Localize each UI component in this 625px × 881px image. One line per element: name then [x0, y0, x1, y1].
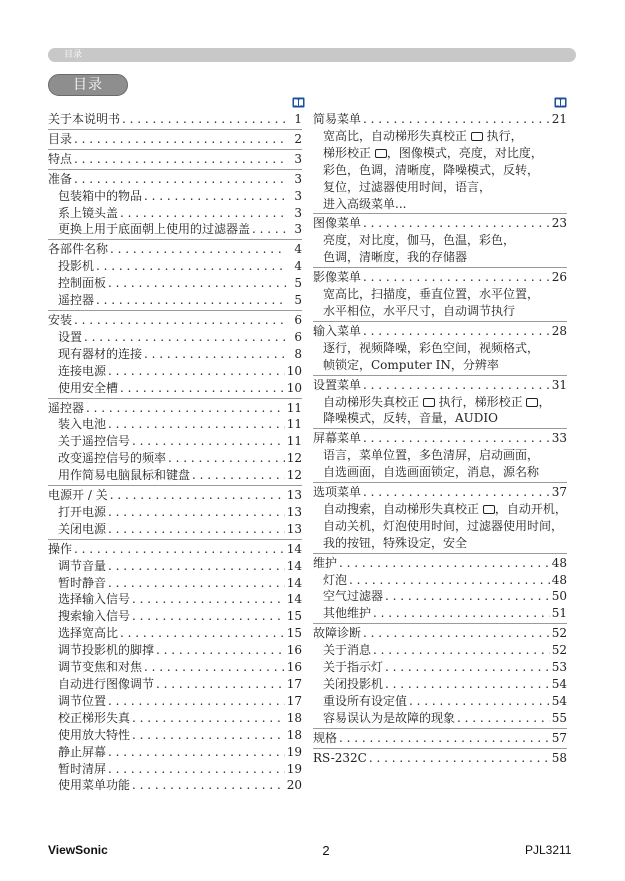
section-divider [313, 375, 567, 376]
dot-leader [363, 430, 550, 447]
footer-page-number: 2 [322, 843, 330, 858]
toc-entry-title: 安装 [48, 312, 73, 327]
toc-page-number: 10 [286, 380, 302, 395]
toc-page-number: 31 [551, 377, 567, 392]
toc-page-number: 13 [286, 488, 302, 503]
toc-page-number: 16 [286, 660, 302, 675]
toc-subentry[interactable] [313, 676, 567, 693]
toc-entry-title: 设置 [58, 329, 83, 344]
toc-entry[interactable] [48, 151, 302, 168]
menu-description-line: 我的按钮，特殊设定，安全 [323, 535, 468, 550]
keystone-icon [423, 398, 435, 407]
toc-subentry[interactable] [48, 642, 302, 659]
dot-leader [363, 625, 550, 642]
dot-leader [108, 575, 285, 592]
menu-description-line: 语言，菜单位置，多色清屏，启动画面， [323, 448, 540, 463]
toc-subentry[interactable] [48, 258, 302, 275]
dot-leader [373, 642, 550, 659]
dot-leader [385, 659, 550, 676]
dot-leader [349, 572, 550, 589]
dot-leader [120, 380, 285, 397]
toc-subentry[interactable] [313, 710, 567, 727]
menu-description-line: 自动关机，灯泡使用时间，过滤器使用时间， [323, 518, 564, 533]
toc-page-number: 4 [294, 259, 302, 274]
toc-subentry[interactable] [48, 608, 302, 625]
toc-page-number: 28 [551, 323, 567, 338]
toc-subentry[interactable] [48, 575, 302, 592]
dot-leader [339, 730, 550, 747]
toc-page-number: 55 [551, 710, 567, 725]
menu-description-line: 水平相位，水平尺寸，自动调节执行 [323, 303, 516, 318]
dot-leader [144, 346, 286, 363]
menu-description-line: 复位，过滤器使用时间，语言， [323, 179, 492, 194]
toc-subentry[interactable] [48, 761, 302, 778]
dot-leader [122, 111, 286, 128]
dot-leader [363, 377, 550, 394]
dot-leader [110, 241, 286, 258]
toc-page-number: 11 [286, 417, 302, 432]
toc-entry-title: 使用菜单功能 [58, 778, 131, 793]
section-divider [313, 428, 567, 429]
toc-page-number: 57 [551, 730, 567, 745]
menu-description-line: 宽高比，扫描度，垂直位置，水平位置， [323, 287, 540, 302]
toc-entry-title: 关于消息 [323, 643, 372, 658]
dot-leader [132, 433, 285, 450]
section-divider [313, 748, 567, 749]
section-divider [48, 485, 302, 486]
toc-page-number: 13 [286, 504, 302, 519]
toc-entry[interactable] [48, 171, 302, 188]
toc-page-number: 48 [551, 572, 567, 587]
toc-page-number: 51 [551, 606, 567, 621]
dot-leader [108, 275, 286, 292]
toc-subentry[interactable] [48, 188, 302, 205]
keystone-icon [483, 505, 495, 514]
dot-leader [385, 588, 550, 605]
section-divider [313, 553, 567, 554]
toc-entry[interactable] [48, 487, 302, 504]
toc-page-number: 12 [286, 468, 302, 483]
toc-subentry[interactable] [48, 521, 302, 538]
toc-entry-title: 控制面板 [58, 276, 107, 291]
menu-description-line: 降噪模式，反转，音量，AUDIO [323, 411, 498, 426]
toc-entry-title: 各部件名称 [48, 242, 109, 257]
toc-page-number: 48 [551, 555, 567, 570]
toc-entry-title: 关闭电源 [58, 521, 107, 536]
toc-page-number: 16 [286, 643, 302, 658]
toc-entry-title: 关于指示灯 [323, 660, 384, 675]
toc-entry[interactable] [313, 430, 567, 447]
menu-description-line: 亮度，对比度，伽马，色温，彩色， [323, 233, 516, 248]
toc-subentry[interactable] [48, 380, 302, 397]
dot-leader [74, 171, 286, 188]
dot-leader [108, 761, 285, 778]
section-divider [313, 267, 567, 268]
section-divider [313, 482, 567, 483]
dot-leader [120, 625, 285, 642]
toc-page-number: 26 [551, 270, 567, 285]
toc-subentry[interactable] [48, 676, 302, 693]
toc-page-number: 3 [294, 222, 302, 237]
toc-page-number: 3 [294, 188, 302, 203]
dot-leader [108, 744, 285, 761]
toc-page-number: 11 [286, 434, 302, 449]
toc-entry[interactable] [313, 323, 567, 340]
toc-page-number: 18 [286, 727, 302, 742]
section-divider [313, 728, 567, 729]
toc-subentry[interactable] [48, 292, 302, 309]
toc-entry-title: 暂时静音 [58, 575, 107, 590]
dot-leader [108, 416, 285, 433]
toc-page-number: 17 [286, 677, 302, 691]
toc-subentry[interactable] [48, 659, 302, 676]
toc-subentry[interactable] [48, 625, 302, 642]
toc-entry-title: 现有器材的连接 [58, 346, 143, 361]
toc-subentry[interactable] [313, 572, 567, 589]
toc-entry-title: 包装箱中的物品 [58, 188, 143, 203]
toc-entry-title: 装入电池 [58, 417, 107, 432]
toc-entry-title: 调节音量 [58, 558, 107, 573]
toc-entry-title: RS-232C [313, 750, 367, 765]
dot-leader [74, 312, 286, 329]
menu-description-line: 色调，清晰度，我的存储器 [323, 250, 468, 265]
toc-entry-title: 维护 [313, 555, 338, 570]
dot-leader [84, 329, 286, 346]
toc-entry-title: 其他维护 [323, 606, 372, 621]
toc-page-number: 54 [551, 693, 567, 708]
toc-entry-title: 调节变焦和对焦 [58, 660, 143, 675]
toc-page-number: 14 [286, 592, 302, 607]
toc-page-number: 8 [294, 346, 302, 361]
dot-leader [457, 710, 550, 727]
dot-leader [369, 750, 550, 767]
toc-page-number: 4 [294, 242, 302, 257]
toc-entry[interactable] [313, 625, 567, 642]
toc-page-number: 53 [551, 660, 567, 675]
toc-entry-title: 准备 [48, 171, 73, 186]
toc-entry[interactable] [48, 131, 302, 148]
toc-subentry[interactable] [48, 558, 302, 575]
section-title-pill [48, 74, 128, 96]
toc-page-number: 50 [551, 589, 567, 604]
toc-page-number: 15 [286, 609, 302, 624]
section-divider [48, 169, 302, 170]
dot-leader [108, 558, 285, 575]
dot-leader [144, 188, 286, 205]
dot-leader [363, 215, 550, 232]
toc-subentry[interactable] [48, 221, 302, 238]
section-divider [48, 129, 302, 130]
toc-page-number: 6 [294, 329, 302, 344]
page-title: 目录 [73, 77, 103, 93]
section-divider [313, 321, 567, 322]
toc-entry-title: 目录 [48, 131, 73, 146]
toc-entry-title: 自动进行图像调节 [58, 677, 155, 691]
toc-subentry[interactable] [48, 467, 302, 484]
toc-entry[interactable] [48, 312, 302, 329]
toc-subentry[interactable] [48, 504, 302, 521]
toc-entry-title: 设置菜单 [313, 377, 362, 392]
keystone-icon [471, 132, 483, 141]
dot-leader [339, 555, 550, 572]
toc-page-number: 10 [286, 363, 302, 378]
toc-entry-title: 选项菜单 [313, 485, 362, 500]
toc-entry-title: 空气过滤器 [323, 589, 384, 604]
toc-page-number: 5 [294, 293, 302, 308]
toc-entry-title: 关闭投影机 [323, 677, 384, 691]
toc-subentry[interactable] [48, 591, 302, 608]
dot-leader [108, 504, 285, 521]
toc-page-number: 2 [294, 131, 302, 146]
toc-subentry[interactable] [48, 744, 302, 761]
toc-subentry[interactable] [313, 693, 567, 710]
toc-entry-title: 暂时清屏 [58, 761, 107, 776]
toc-page-number: 14 [286, 575, 302, 590]
toc-page-number: 3 [294, 205, 302, 220]
menu-description-line: 彩色，色调，清晰度，降噪模式，反转， [323, 162, 540, 177]
toc-subentry[interactable] [48, 205, 302, 222]
dot-leader [86, 400, 285, 417]
toc-subentry[interactable] [48, 416, 302, 433]
toc-page-number: 14 [286, 558, 302, 573]
toc-page-number: 3 [294, 151, 302, 166]
toc-entry-title: 输入菜单 [313, 323, 362, 338]
toc-subentry[interactable] [313, 605, 567, 622]
dot-leader [108, 693, 285, 710]
toc-subentry[interactable] [48, 693, 302, 710]
toc-entry-title: 电源开 / 关 [48, 488, 108, 503]
toc-subentry[interactable] [48, 450, 302, 467]
dot-leader [96, 258, 286, 275]
toc-page-number: 54 [551, 677, 567, 691]
toc-entry[interactable] [313, 215, 567, 232]
menu-description-line: 自动搜索，自动梯形失真校正 ，自动开机， [323, 501, 567, 516]
toc-subentry[interactable] [48, 777, 302, 794]
dot-leader [132, 777, 285, 794]
toc-page-number: 58 [551, 750, 567, 765]
toc-entry-title: 更换上用于底面朝上使用的过滤器盖 [58, 222, 251, 237]
toc-entry-title: 改变遥控信号的频率 [58, 451, 167, 466]
toc-entry-title: 调节投影机的脚撑 [58, 643, 155, 658]
dot-leader [409, 693, 550, 710]
toc-entry-title: 影像菜单 [313, 270, 362, 285]
toc-subentry[interactable] [48, 433, 302, 450]
dot-leader [74, 151, 286, 168]
toc-entry[interactable] [313, 750, 567, 767]
dot-leader [132, 608, 285, 625]
toc-entry-title: 使用放大特性 [58, 727, 131, 742]
dot-leader [120, 205, 286, 222]
toc-page-number: 15 [286, 626, 302, 641]
toc-subentry[interactable] [48, 727, 302, 744]
section-divider [313, 623, 567, 624]
toc-entry-title: 选择宽高比 [58, 626, 119, 641]
dot-leader [74, 541, 285, 558]
footer-brand: ViewSonic [48, 843, 108, 857]
dot-leader [132, 710, 285, 727]
toc-entry[interactable] [48, 400, 302, 417]
toc-entry-title: 打开电源 [58, 504, 107, 519]
menu-description-line: 进入高级菜单... [323, 196, 407, 211]
toc-subentry[interactable] [313, 642, 567, 659]
section-divider [48, 310, 302, 311]
toc-entry[interactable] [313, 377, 567, 394]
toc-subentry[interactable] [48, 710, 302, 727]
dot-leader [156, 676, 285, 693]
section-divider [48, 539, 302, 540]
dot-leader [363, 111, 550, 128]
toc-page-number: 19 [286, 744, 302, 759]
toc-entry-title: 容易误认为是故障的现象 [323, 710, 456, 725]
toc-entry-title: 遥控器 [48, 400, 85, 415]
toc-entry-title: 关于遥控信号 [58, 434, 131, 449]
toc-entry-title: 使用安全槽 [58, 380, 119, 395]
toc-page-number: 52 [551, 643, 567, 658]
toc-entry-title: 连接电源 [58, 363, 107, 378]
toc-page-number: 12 [286, 451, 302, 466]
toc-subentry[interactable] [313, 659, 567, 676]
toc-entry-title: 简易菜单 [313, 112, 362, 126]
toc-entry-title: 选择输入信号 [58, 592, 131, 607]
menu-description-line: 逐行，视频降噪，彩色空间，视频格式， [323, 340, 540, 355]
menu-description-line: 帧锁定，Computer IN，分辨率 [323, 357, 499, 372]
toc-entry-title: 故障诊断 [313, 626, 362, 641]
toc-subentry[interactable] [48, 275, 302, 292]
menu-description-line: 宽高比，自动梯形失真校正 执行， [323, 128, 523, 143]
dot-leader [363, 269, 550, 286]
toc-left-column [48, 111, 302, 794]
menu-description-line: 自选画面，自选画面锁定，消息，源名称 [323, 465, 540, 480]
toc-entry-title: 屏幕菜单 [313, 431, 362, 446]
toc-right-column [313, 111, 567, 767]
toc-entry-title: 特点 [48, 151, 73, 166]
toc-page-number: 33 [551, 431, 567, 446]
toc-page-number: 5 [294, 276, 302, 291]
footer-model: PJL3211 [525, 843, 572, 857]
dot-leader [144, 659, 285, 676]
menu-description-line: 梯形校正 ，图像模式，亮度，对比度， [323, 145, 543, 160]
toc-page-number: 14 [286, 541, 302, 556]
section-divider [48, 149, 302, 150]
toc-page-number: 1 [294, 112, 302, 126]
book-icon [554, 97, 567, 108]
toc-subentry[interactable] [48, 329, 302, 346]
toc-page-number: 19 [286, 761, 302, 776]
toc-entry-title: 搜索输入信号 [58, 609, 131, 624]
toc-entry[interactable] [48, 241, 302, 258]
toc-subentry[interactable] [48, 346, 302, 363]
toc-page-number: 18 [286, 710, 302, 725]
toc-entry-title: 校正梯形失真 [58, 710, 131, 725]
toc-entry-title: 操作 [48, 541, 73, 556]
toc-page-number: 3 [294, 171, 302, 186]
dot-leader [156, 642, 285, 659]
section-divider [48, 239, 302, 240]
toc-entry-title: 重设所有设定值 [323, 693, 408, 708]
toc-page-number: 17 [286, 693, 302, 708]
toc-page-number: 13 [286, 521, 302, 536]
toc-entry[interactable] [313, 269, 567, 286]
toc-subentry[interactable] [313, 588, 567, 605]
toc-entry[interactable] [313, 111, 567, 128]
toc-entry[interactable] [313, 730, 567, 747]
menu-description-line: 自动梯形失真校正 执行，梯形校正 ， [323, 394, 551, 409]
header-bar-label: 目录 [64, 50, 83, 60]
section-divider [313, 213, 567, 214]
toc-entry-title: 调节位置 [58, 693, 107, 708]
toc-entry-title: 投影机 [58, 259, 95, 274]
toc-entry-title: 用作简易电脑鼠标和键盘 [58, 468, 191, 483]
toc-entry-title: 灯泡 [323, 572, 348, 587]
dot-leader [132, 727, 285, 744]
toc-entry-title: 规格 [313, 730, 338, 745]
book-icon [292, 97, 305, 108]
keystone-icon [375, 149, 387, 158]
toc-entry-title: 遥控器 [58, 293, 95, 308]
toc-entry-title: 关于本说明书 [48, 112, 121, 126]
toc-entry-title: 静止屏幕 [58, 744, 107, 759]
dot-leader [108, 521, 285, 538]
dot-leader [373, 605, 550, 622]
keystone-icon [526, 398, 538, 407]
toc-entry[interactable] [313, 555, 567, 572]
top-header-bar [48, 48, 576, 62]
toc-page-number: 23 [551, 216, 567, 231]
dot-leader [385, 676, 550, 693]
toc-entry-title: 图像菜单 [313, 216, 362, 231]
toc-page-number: 20 [286, 778, 302, 793]
toc-page-number: 11 [286, 400, 302, 415]
toc-page-number: 21 [551, 112, 567, 126]
toc-page-number: 6 [294, 312, 302, 327]
dot-leader [363, 484, 550, 501]
dot-leader [74, 131, 286, 148]
toc-entry-title: 系上镜头盖 [58, 205, 119, 220]
dot-leader [363, 323, 550, 340]
toc-subentry[interactable] [48, 363, 302, 380]
dot-leader [168, 450, 285, 467]
dot-leader [108, 363, 285, 380]
toc-entry[interactable] [48, 541, 302, 558]
dot-leader [96, 292, 286, 309]
toc-entry[interactable] [48, 111, 302, 128]
dot-leader [132, 591, 285, 608]
dot-leader [192, 467, 285, 484]
toc-page-number: 52 [551, 626, 567, 641]
dot-leader [110, 487, 285, 504]
dot-leader [252, 221, 286, 238]
toc-page-number: 37 [551, 485, 567, 500]
section-divider [48, 398, 302, 399]
toc-entry[interactable] [313, 484, 567, 501]
